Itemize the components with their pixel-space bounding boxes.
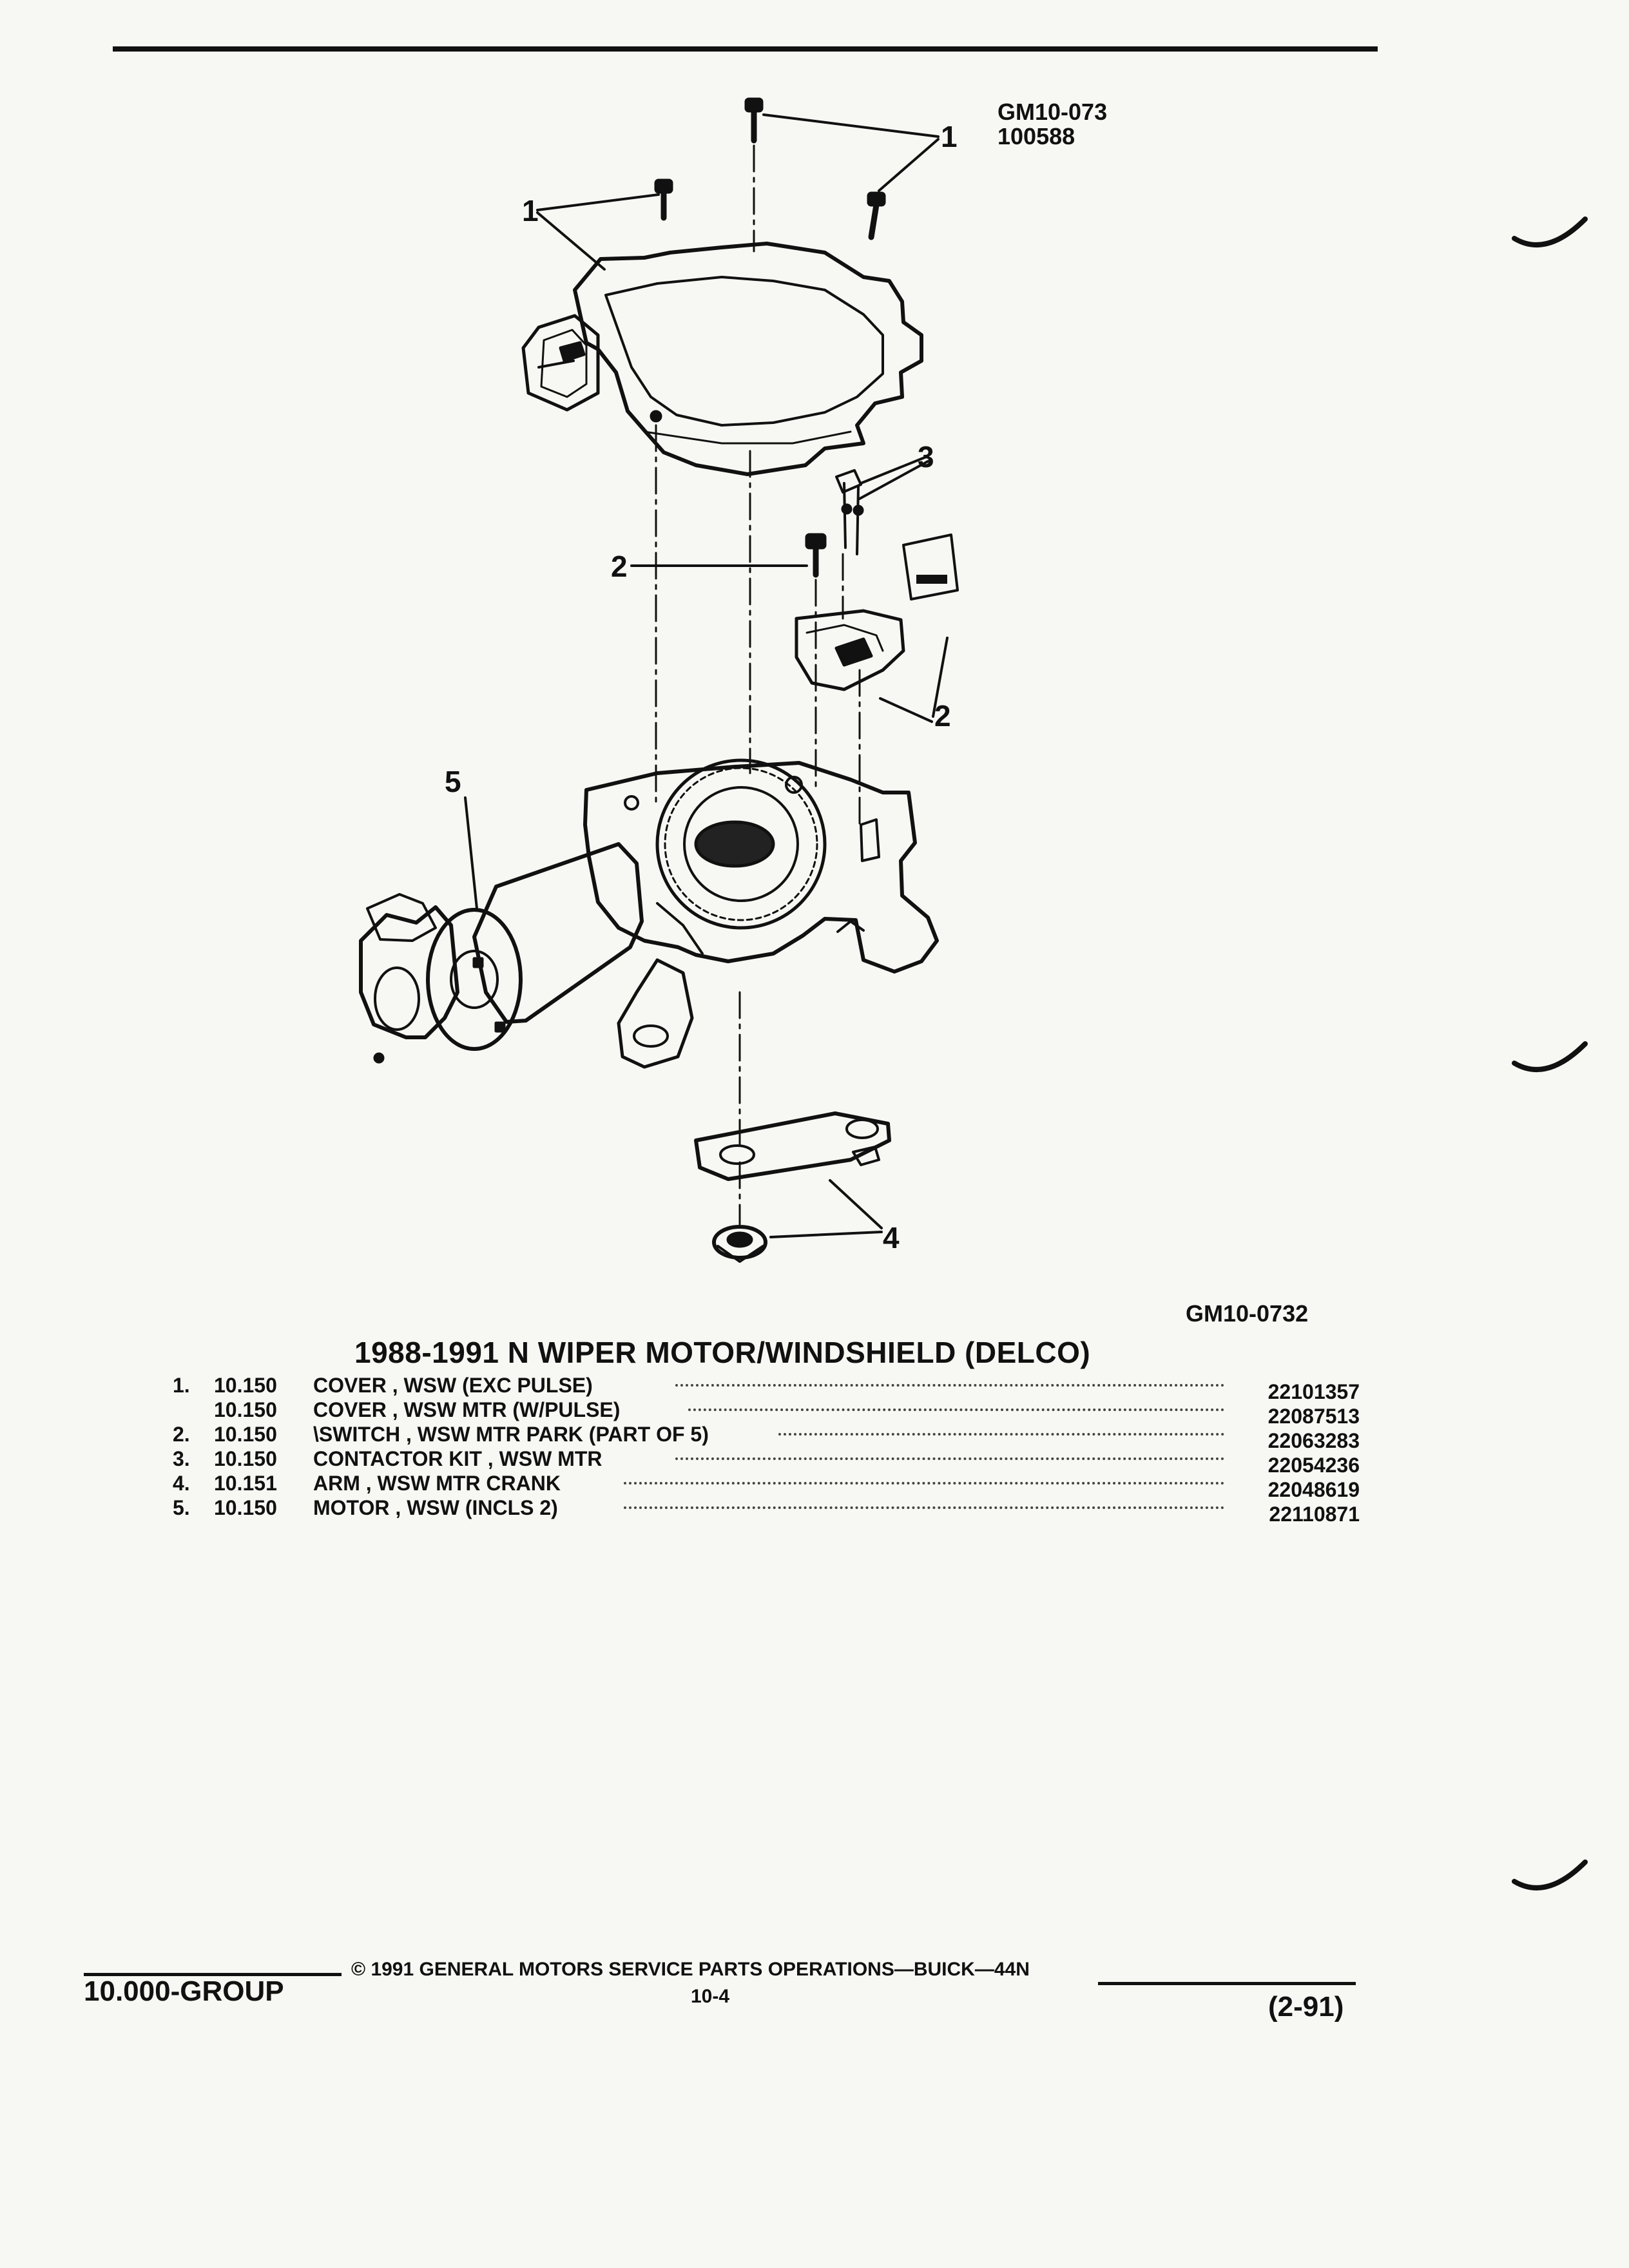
item-code: 10.150 [214, 1447, 277, 1470]
item-number: 5. [173, 1496, 190, 1519]
list-item [173, 1374, 1360, 1403]
item-code: 10.150 [214, 1374, 277, 1397]
footer-date: (2-91) [1268, 1991, 1344, 2023]
binder-mark [1508, 213, 1598, 271]
leader-dots [688, 1408, 1224, 1411]
cover [523, 244, 921, 474]
callout-3: 3 [918, 440, 934, 474]
crank-arm [696, 1113, 889, 1179]
part-number: 22110871 [1269, 1503, 1360, 1526]
leader-dots [624, 1506, 1224, 1509]
item-code: 10.150 [214, 1423, 277, 1446]
list-item [173, 1423, 1360, 1452]
motor-body [361, 844, 642, 1062]
page-number: 10-4 [691, 1986, 730, 2007]
list-item [173, 1472, 1360, 1501]
nut [714, 1227, 766, 1262]
parts-list [173, 1374, 1360, 1526]
ref-code-1: GM10-073 [998, 99, 1108, 125]
part-number: 22087513 [1268, 1405, 1360, 1428]
item-number: 4. [173, 1472, 190, 1495]
item-number: 2. [173, 1423, 190, 1446]
contactor-kit [836, 470, 862, 554]
screw-left [656, 180, 671, 218]
leader-dots [675, 1384, 1224, 1387]
ref-code-2: 100588 [998, 123, 1075, 149]
leader-dots [675, 1457, 1224, 1460]
part-number: 22063283 [1268, 1429, 1360, 1452]
callout-1b: 1 [522, 194, 539, 227]
item-description: COVER , WSW MTR (W/PULSE) [313, 1398, 621, 1421]
item-code: 10.151 [214, 1472, 277, 1495]
connector-plate [903, 535, 958, 599]
item-code: 10.150 [214, 1496, 277, 1519]
screw-right [869, 193, 884, 237]
leader-dots [778, 1433, 1224, 1436]
part-number: 22048619 [1268, 1478, 1360, 1501]
wiper-motor-diagram [284, 90, 1005, 1276]
callout-2a: 2 [611, 550, 628, 583]
item-number: 1. [173, 1374, 190, 1397]
footer-group: 10.000-GROUP [84, 1975, 284, 2007]
list-item [173, 1496, 1360, 1526]
screw-top [746, 99, 762, 140]
list-item [173, 1447, 1360, 1477]
item-description: COVER , WSW (EXC PULSE) [313, 1374, 593, 1397]
item-description: \SWITCH , WSW MTR PARK (PART OF 5) [313, 1423, 709, 1446]
callout-2b: 2 [934, 699, 951, 733]
part-number: 22101357 [1268, 1380, 1360, 1403]
binder-mark [1508, 1037, 1598, 1095]
callout-5: 5 [445, 765, 461, 798]
figure-code: GM10-0732 [1186, 1300, 1309, 1327]
item-code: 10.150 [214, 1398, 277, 1421]
page-title: 1988-1991 N WIPER MOTOR/WINDSHIELD (DELCO) [354, 1336, 1091, 1369]
item-description: ARM , WSW MTR CRANK [313, 1472, 561, 1495]
part-number: 22054236 [1268, 1454, 1360, 1477]
leader-dots [624, 1482, 1224, 1485]
callout-4: 4 [883, 1221, 900, 1254]
item-number: 3. [173, 1447, 190, 1470]
screw-2 [807, 535, 825, 575]
crank-post [619, 960, 692, 1067]
list-item [173, 1398, 1360, 1428]
callout-1a: 1 [941, 120, 958, 153]
binder-mark [1508, 1856, 1598, 1914]
footer-copyright: © 1991 GENERAL MOTORS SERVICE PARTS OPERATIONS—BUICK—44N [351, 1959, 1030, 1980]
top-rule [113, 46, 1378, 52]
item-description: CONTACTOR KIT , WSW MTR [313, 1447, 602, 1470]
footer-rule-right [1098, 1982, 1356, 1985]
park-switch [796, 611, 903, 689]
item-description: MOTOR , WSW (INCLS 2) [313, 1496, 558, 1519]
